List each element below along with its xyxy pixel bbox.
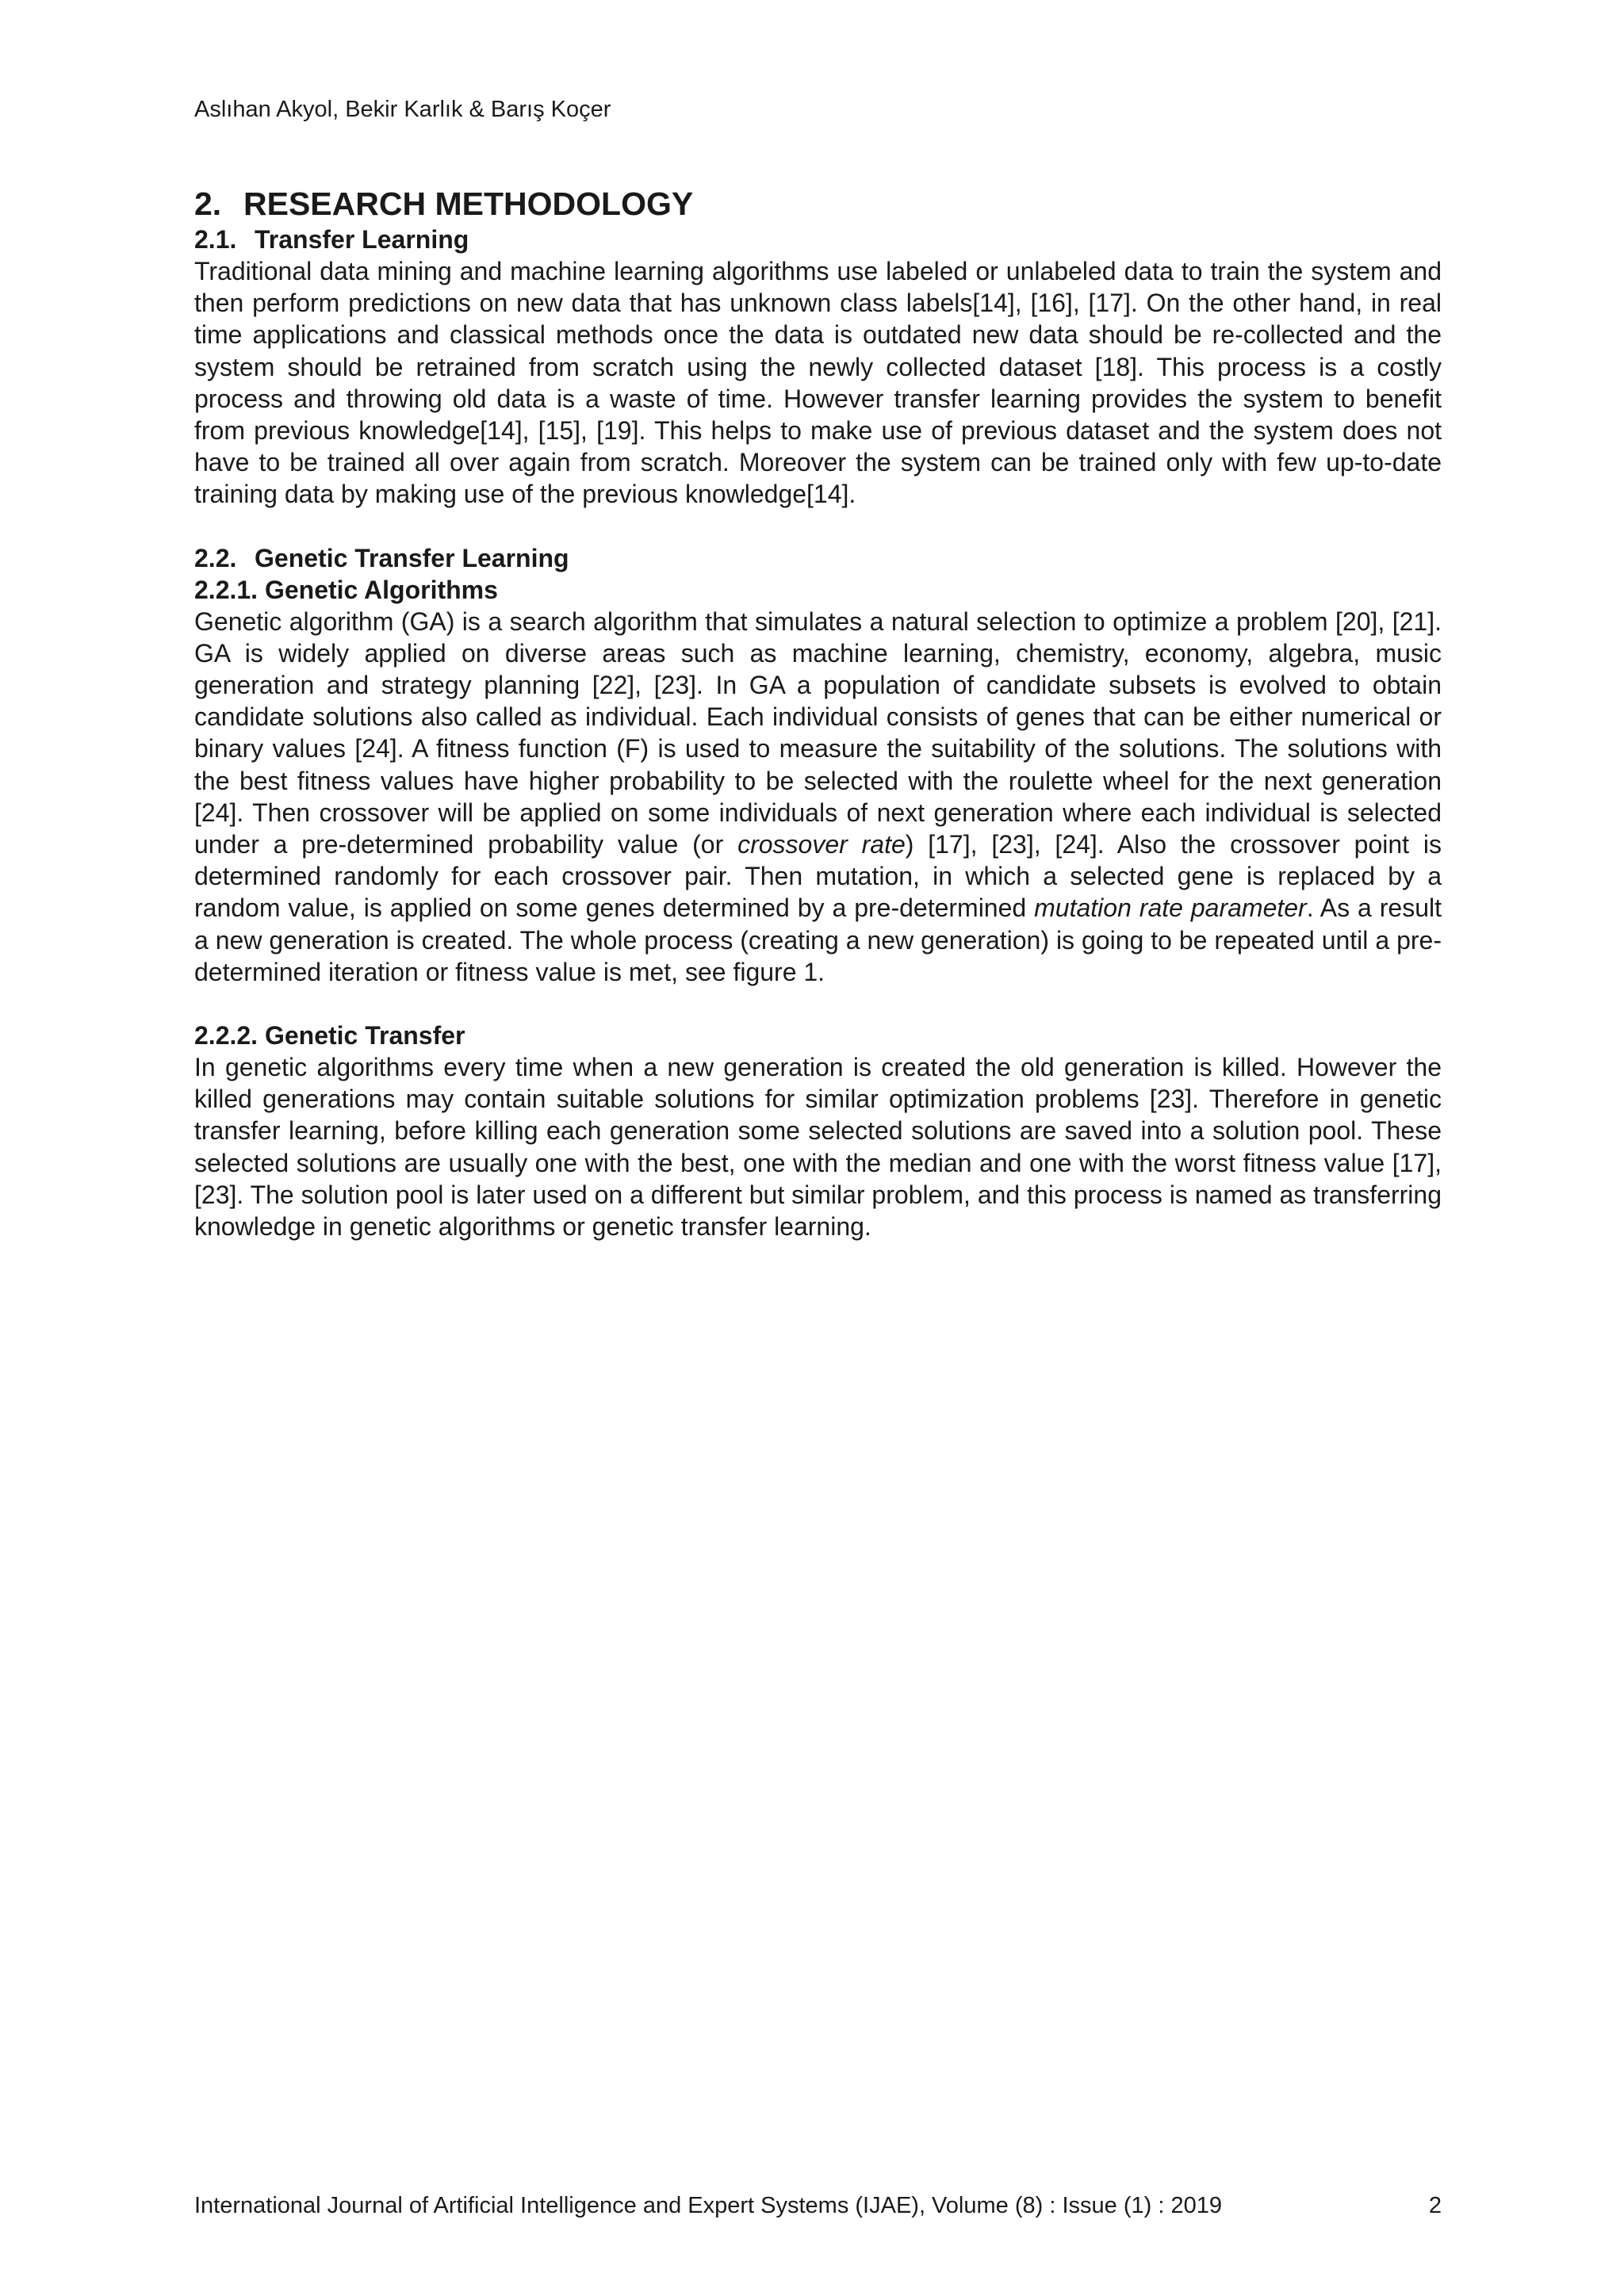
text-run: Genetic algorithm (GA) is a search algorithm that simulates a natural selection to optimize a problem [20], [21]. GA is widely applied on diverse areas such as machine learning, chemistry, economy, algebra, music generation and strategy planning [22], [23]. In GA a population of candidate subsets is evolved to obtain candidate solutions also called as individual. Each individual consists of genes that can be either numerical or binary values [24]. A fitness function (F) is used to measure the suitability of the solutions. The solutions with the best fitness values have higher probability to be selected with the roulette wheel for the next generation [24]. Then crossover will be applied on some individuals of next generation where each individual is selected under a pre-determined probability value (or <box>194 607 1442 859</box>
text-run: . As a result a new generation is created. The whole process (creating a new generation) is going to be repeated until a pre-determined iteration or fitness value is met, see figure 1. <box>194 894 1442 986</box>
subsection-number: 2.1. <box>194 225 237 254</box>
section-heading <box>194 184 1442 224</box>
italic-term: mutation rate parameter <box>1034 894 1307 923</box>
spacer <box>194 988 1442 1020</box>
journal-citation: International Journal of Artificial Intelligence and Expert Systems (IJAE), Volume (8) : Issue (1) : 2019 <box>194 2193 1222 2218</box>
subsection-heading-2-1 <box>194 224 1442 255</box>
section-number: 2. <box>194 186 222 222</box>
subsection-heading-2-2 <box>194 542 1442 574</box>
main-content <box>194 184 1442 1242</box>
paragraph-genetic-algorithms <box>194 606 1442 988</box>
section-title: RESEARCH METHODOLOGY <box>243 186 694 222</box>
page-number: 2 <box>1428 2193 1442 2218</box>
text-run: ) [17], [23], [24]. Also the crossover point is determined randomly for each crossover pair. Then mutation, in which a selected gene is replaced by a random value, is applied on some genes determined by a pre-determined <box>194 830 1442 923</box>
subsubsection-heading-2-2-2: 2.2.2. Genetic Transfer <box>194 1021 465 1050</box>
subsection-title: Genetic Transfer Learning <box>255 543 569 572</box>
subsection-number: 2.2. <box>194 543 237 572</box>
spacer <box>194 511 1442 542</box>
subsection-title: Transfer Learning <box>255 225 469 254</box>
page-footer <box>194 2191 1442 2220</box>
running-head-authors: Aslıhan Akyol, Bekir Karlık & Barış Koçer <box>194 97 611 122</box>
paragraph-genetic-transfer: In genetic algorithms every time when a new generation is created the old generation is killed. However the killed generations may contain suitable solutions for similar optimization problems [23]. Therefore in genetic transfer learning, before killing each generation some selected solutions are saved into a solution pool. These selected solutions are usually one with the best, one with the median and one with the worst fitness value [17], [23]. The solution pool is later used on a different but similar problem, and this process is named as transferring knowledge in genetic algorithms or genetic transfer learning. <box>194 1053 1442 1242</box>
italic-term: crossover rate <box>737 830 906 859</box>
subsubsection-heading-2-2-1: 2.2.1. Genetic Algorithms <box>194 575 498 604</box>
paragraph-transfer-learning: Traditional data mining and machine learning algorithms use labeled or unlabeled data to train the system and then perform predictions on new data that has unknown class labels[14], [16], [17]. On the other hand, in real time applications and classical methods once the data is outdated new data should be re-collected and the system should be retrained from scratch using the newly collected dataset [18]. This process is a costly process and throwing old data is a waste of time. However transfer learning provides the system to benefit from previous knowledge[14], [15], [19]. This helps to make use of previous dataset and the system does not have to be trained all over again from scratch. Moreover the system can be trained only with few up-to-date training data by making use of the previous knowledge[14]. <box>194 257 1442 509</box>
